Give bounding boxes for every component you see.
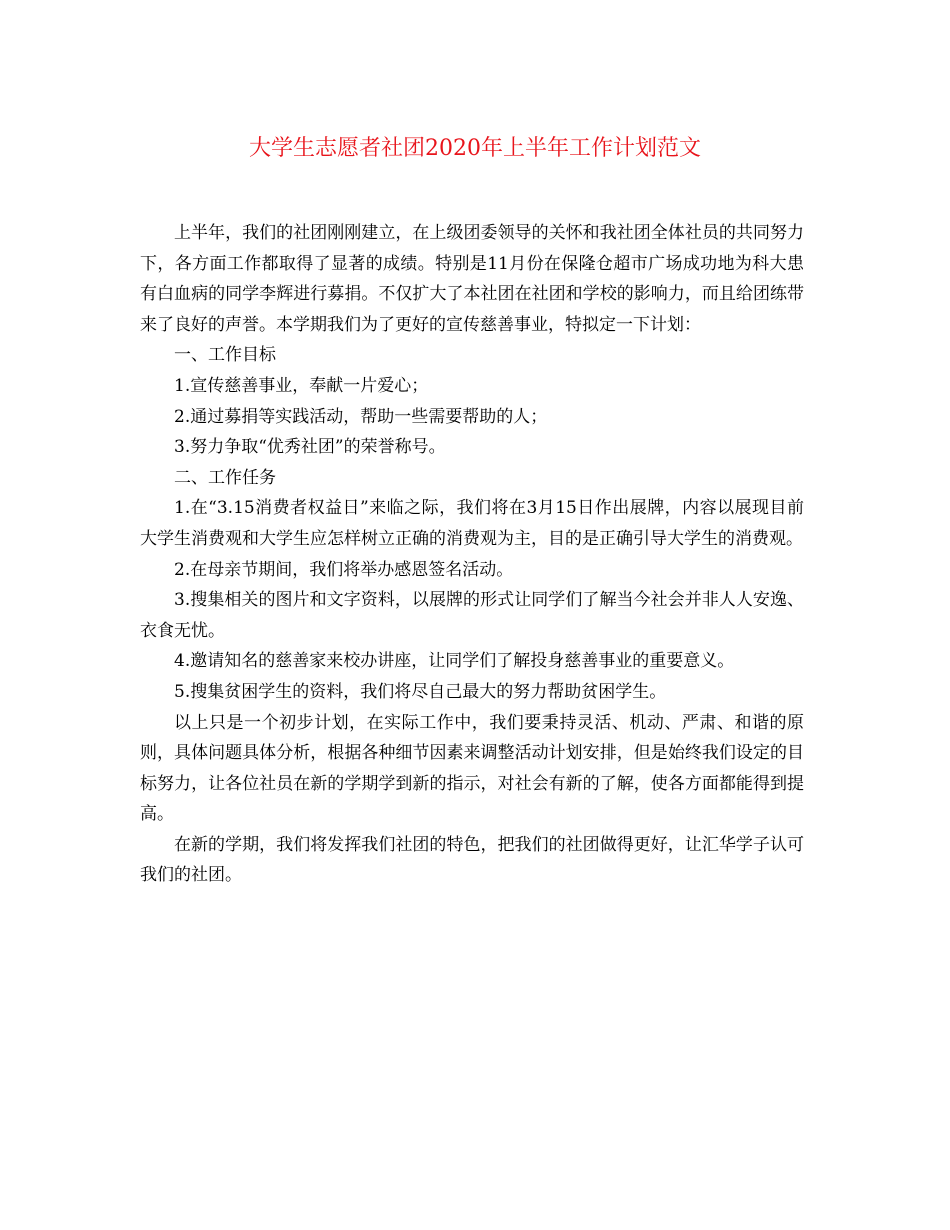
task-item-1: 1.在“3.15消费者权益日”来临之际，我们将在3月15日作出展牌，内容以展现目前大学生消费观和大学生应怎样树立正确的消费观为主，目的是正确引导大学生的消费观。 — [140, 498, 804, 549]
goal-item-1: 1.宣传慈善事业，奉献一片爱心； — [174, 375, 429, 396]
heading-work-goals: 一、工作目标 — [174, 345, 276, 366]
paragraph-intro: 上半年，我们的社团刚刚建立，在上级团委领导的关怀和我社团全体社员的共同努力下，各方面工作都取得了显著的成绩。特别是11月份在保隆仓超市广场成功地为科大患有白血病的同学李辉进行募捐。不仅扩大了本社团在社团和学校的影响力，而且给团练带来了良好的声誉。本学期我们为了更好的宣传慈善事业，特拟定一下计划： — [140, 223, 804, 335]
goal-item-3: 3.努力争取“优秀社团”的荣誉称号。 — [174, 437, 446, 458]
task-item-4: 4.邀请知名的慈善家来校办讲座，让同学们了解投身慈善事业的重要意义。 — [174, 651, 735, 672]
paragraph-closing: 在新的学期，我们将发挥我们社团的特色，把我们的社团做得更好，让汇华学子认可我们的社团。 — [140, 834, 804, 886]
paragraph-summary: 以上只是一个初步计划，在实际工作中，我们要秉持灵活、机动、严肃、和谐的原则，具体问题具体分析，根据各种细节因素来调整活动计划安排，但是始终我们设定的目标努力，让各位社员在新的学期学到新的指示，对社会有新的了解，使各方面都能得到提高。 — [140, 712, 804, 825]
heading-work-tasks: 二、工作任务 — [174, 467, 276, 488]
task-item-3: 3.搜集相关的图片和文字资料，以展牌的形式让同学们了解当今社会并非人人安逸、衣食无忧。 — [140, 590, 804, 641]
task-item-5: 5.搜集贫困学生的资料，我们将尽自己最大的努力帮助贫困学生。 — [174, 681, 667, 702]
document-body — [140, 218, 804, 891]
document-title: 大学生志愿者社团2020年上半年工作计划范文 — [249, 136, 701, 161]
task-item-2: 2.在母亲节期间，我们将举办感恩签名活动。 — [174, 559, 514, 580]
goal-item-2: 2.通过募捐等实践活动，帮助一些需要帮助的人； — [174, 406, 548, 427]
